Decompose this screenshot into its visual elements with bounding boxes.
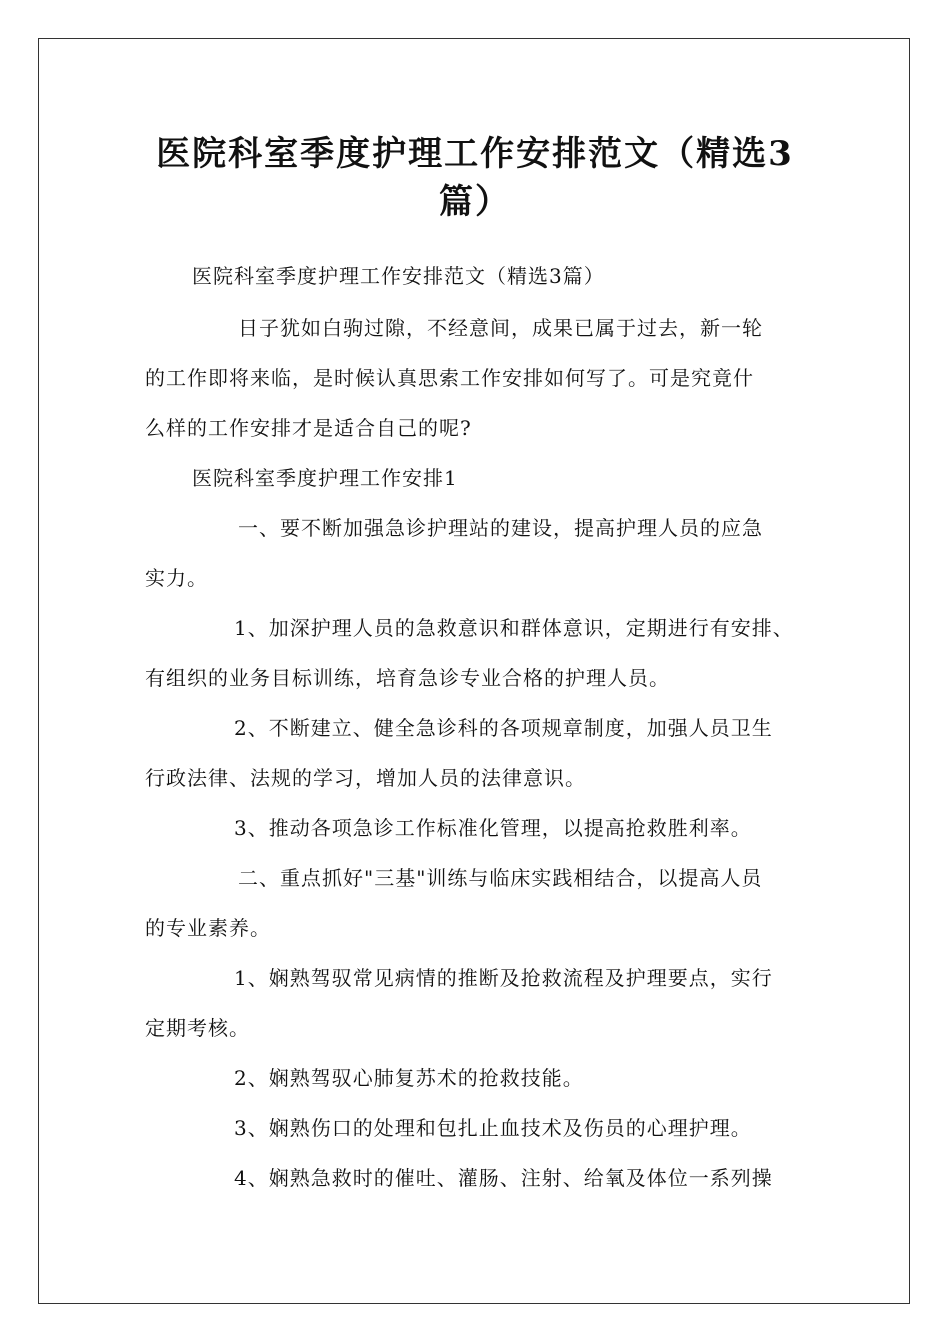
body-line: 3、娴熟伤口的处理和包扎止血技术及伤员的心理护理。 (234, 1116, 752, 1140)
body-line: 有组织的业务目标训练，培育急诊专业合格的护理人员。 (145, 666, 670, 690)
body-line: 4、娴熟急救时的催吐、灌肠、注射、给氧及体位一系列操 (234, 1166, 773, 1190)
body-line: 3、推动各项急诊工作标准化管理，以提高抢救胜利率。 (234, 816, 752, 840)
section-heading: 医院科室季度护理工作安排1 (192, 466, 458, 490)
body-line: 行政法律、法规的学习，增加人员的法律意识。 (145, 766, 586, 790)
body-line: 1、娴熟驾驭常见病情的推断及抢救流程及护理要点，实行 (234, 966, 773, 990)
body-line: 2、不断建立、健全急诊科的各项规章制度，加强人员卫生 (234, 716, 773, 740)
body-line: 的工作即将来临，是时候认真思索工作安排如何写了。可是究竟什 (145, 366, 754, 390)
body-line: 么样的工作安排才是适合自己的呢? (145, 416, 472, 440)
body-line: 二、重点抓好"三基"训练与临床实践相结合，以提高人员 (238, 866, 763, 890)
body-line: 日子犹如白驹过隙，不经意间，成果已属于过去，新一轮 (238, 316, 763, 340)
document-title-line-2: 篇） (439, 182, 511, 222)
body-line: 定期考核。 (145, 1016, 250, 1040)
body-line: 1、加深护理人员的急救意识和群体意识，定期进行有安排、 (234, 616, 794, 640)
body-line: 实力。 (145, 566, 208, 590)
body-line: 的专业素养。 (145, 916, 271, 940)
document-title-line-1: 医院科室季度护理工作安排范文（精选3 (156, 134, 794, 174)
subtitle-paragraph: 医院科室季度护理工作安排范文（精选3篇） (192, 264, 605, 288)
body-line: 2、娴熟驾驭心肺复苏术的抢救技能。 (234, 1066, 584, 1090)
body-line: 一、要不断加强急诊护理站的建设，提高护理人员的应急 (238, 516, 763, 540)
